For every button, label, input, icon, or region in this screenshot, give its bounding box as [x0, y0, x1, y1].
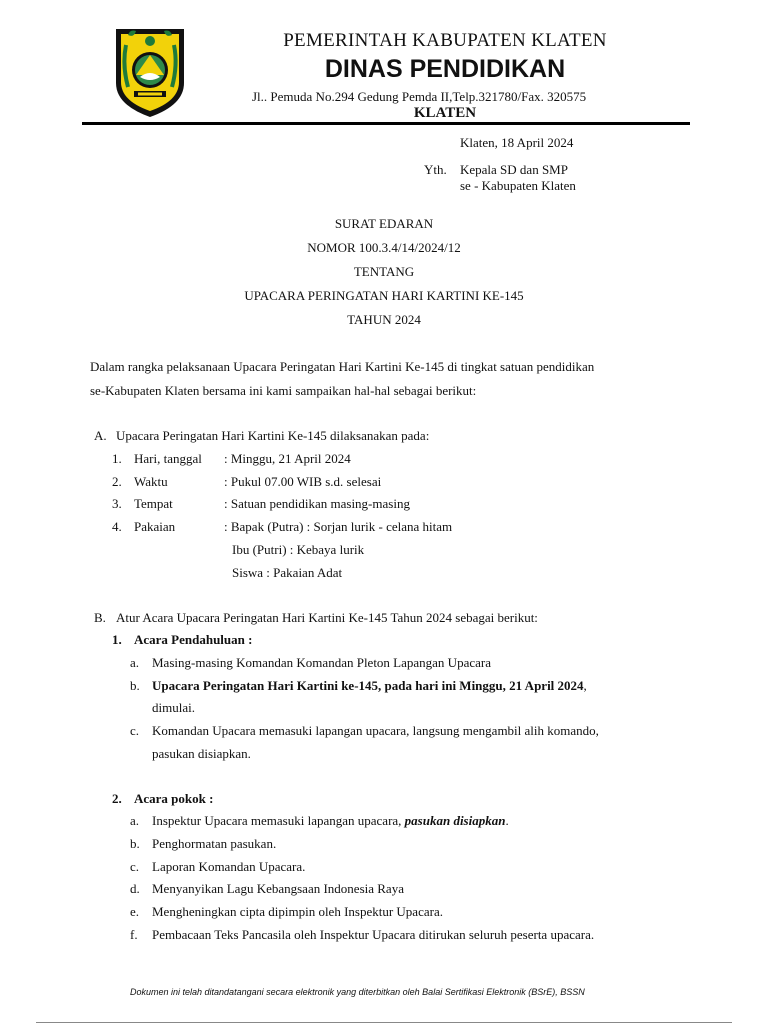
- part-2-item: Laporan Komandan Upacara.: [152, 859, 306, 874]
- section-b-heading: Atur Acara Upacara Peringatan Hari Kartini Ke-145 Tahun 2024 sebagai berikut:: [116, 610, 538, 625]
- part-2-item: Penghormatan pasukan.: [152, 836, 277, 851]
- part-1-item-a: Masing-masing Komandan Komandan Pleton Lapangan Upacara: [152, 655, 491, 670]
- section-a-item-value: : Bapak (Putra) : Sorjan lurik - celana hitam: [224, 519, 453, 534]
- e-signature-footer: Dokumen ini telah ditandatangani secara elektronik yang diterbitkan oleh Balai Sertifikasi Elektronik (BSrE), BSSN: [130, 987, 585, 997]
- part-1-item-b: [152, 678, 587, 694]
- doc-year: TAHUN 2024: [347, 312, 421, 327]
- section-a-item-num: 4.: [112, 519, 122, 534]
- part-1-title: Acara Pendahuluan :: [134, 632, 253, 647]
- part-2-item-text: Inspektur Upacara memasuki lapangan upacara,: [152, 813, 405, 828]
- section-a-item-label: Tempat: [134, 496, 173, 511]
- section-a-item-num: 1.: [112, 451, 122, 466]
- recipient-line-1: Kepala SD dan SMP: [460, 162, 568, 177]
- letterhead-address: Jl.. Pemuda No.294 Gedung Pemda II,Telp.321780/Fax. 320575: [252, 89, 587, 104]
- letterhead-agency: DINAS PENDIDIKAN: [324, 55, 566, 83]
- part-2-item-after: .: [505, 813, 509, 828]
- page-bottom-rule: [36, 1022, 732, 1023]
- part-1-item-c-line2: pasukan disiapkan.: [152, 746, 251, 761]
- part-1-item-b-bold: Upacara Peringatan Hari Kartini ke-145, pada hari ini Minggu, 21 April 2024: [152, 678, 584, 693]
- part-2-title: Acara pokok :: [134, 791, 214, 806]
- part-2-item-emph: pasukan disiapkan: [404, 813, 506, 828]
- doc-subject: UPACARA PERINGATAN HARI KARTINI KE-145: [244, 288, 524, 303]
- doc-about-label: TENTANG: [353, 264, 415, 279]
- section-a-item-label: Pakaian: [134, 519, 176, 534]
- part-1-letter: c.: [130, 723, 140, 738]
- part-1-letter: b.: [130, 678, 140, 693]
- section-a-item-label: Waktu: [134, 474, 168, 489]
- part-2-letter: a.: [130, 813, 140, 828]
- part-2-item: [152, 813, 509, 829]
- part-1-item-c: Komandan Upacara memasuki lapangan upacara, langsung mengambil alih komando,: [152, 723, 599, 738]
- letterhead-government: PEMERINTAH KABUPATEN KLATEN: [283, 30, 607, 51]
- section-a-letter: A.: [94, 428, 107, 443]
- pakaian-siswa: Siswa : Pakaian Adat: [232, 565, 343, 580]
- section-a-item-num: 3.: [112, 496, 122, 511]
- intro-line-1: Dalam rangka pelaksanaan Upacara Peringatan Hari Kartini Ke-145 di tingkat satuan pendidikan: [90, 359, 595, 374]
- section-a-item-value: : Satuan pendidikan masing-masing: [224, 496, 410, 511]
- section-a-item-value: : Minggu, 21 April 2024: [224, 451, 351, 466]
- part-2-letter: f.: [130, 927, 138, 942]
- date-line: Klaten, 18 April 2024: [460, 135, 574, 150]
- part-1-item-b-after: ,: [583, 678, 587, 693]
- part-2-item: Mengheningkan cipta dipimpin oleh Inspektur Upacara.: [152, 904, 443, 919]
- part-2-num: 2.: [112, 791, 122, 806]
- part-2-item: Menyanyikan Lagu Kebangsaan Indonesia Raya: [152, 881, 404, 896]
- section-a-heading: Upacara Peringatan Hari Kartini Ke-145 dilaksanakan pada:: [116, 428, 430, 443]
- part-1-item-b-line2: dimulai.: [152, 700, 195, 715]
- doc-number: NOMOR 100.3.4/14/2024/12: [307, 240, 461, 255]
- section-a-item-num: 2.: [112, 474, 122, 489]
- part-2-letter: b.: [130, 836, 140, 851]
- part-1-num: 1.: [112, 632, 122, 647]
- recipient-line-2: se - Kabupaten Klaten: [460, 178, 576, 193]
- letterhead-city: KLATEN: [413, 105, 477, 121]
- section-a-item-label: Hari, tanggal: [134, 451, 202, 466]
- part-2-letter: c.: [130, 859, 140, 874]
- letterhead-divider: [82, 122, 690, 125]
- intro-line-2: se-Kabupaten Klaten bersama ini kami sampaikan hal-hal sebagai berikut:: [90, 383, 477, 398]
- pakaian-ibu: Ibu (Putri) : Kebaya lurik: [232, 542, 365, 557]
- doc-type: SURAT EDARAN: [334, 216, 434, 231]
- section-b-letter: B.: [94, 610, 106, 625]
- part-2-item: Pembacaan Teks Pancasila oleh Inspektur Upacara ditirukan seluruh peserta upacara.: [152, 927, 595, 942]
- part-1-letter: a.: [130, 655, 140, 670]
- section-a-item-value: : Pukul 07.00 WIB s.d. selesai: [224, 474, 382, 489]
- part-2-letter: d.: [130, 881, 140, 896]
- part-2-letter: e.: [130, 904, 140, 919]
- recipient-label: Yth.: [424, 162, 447, 177]
